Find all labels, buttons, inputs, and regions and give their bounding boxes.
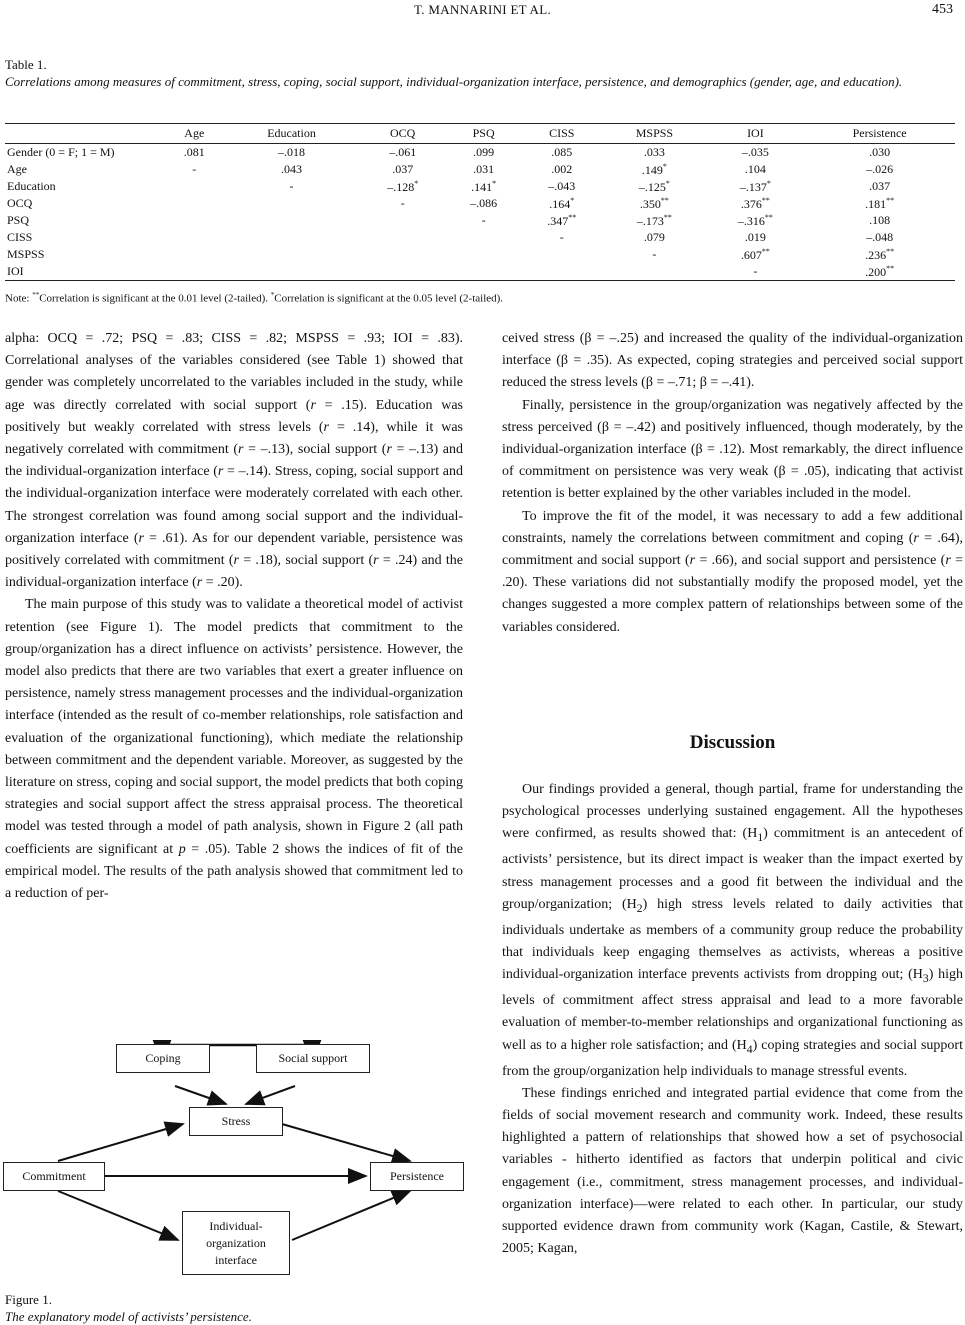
table-cell [602,246,706,263]
table-row [5,246,955,263]
cell-value: .031 [473,162,495,176]
significance-mark: ** [886,263,895,273]
cell-value: .141 [471,179,493,194]
cell-value: .181 [865,196,887,211]
significance-mark: * [414,178,419,188]
table-cell [602,229,706,246]
table-cell [359,161,446,178]
cell-value: - [753,264,758,278]
left-paragraph-1: alpha: OCQ = .72; PSQ = .83; CISS = .82; MSPSS = .93; IOI = .83). Correlational analyses of the variables considered (see Table 1) showed that gender was completely uncorrelated to the variables included in the study, while age was directly correlated with social support (r = .15). Education was positively but weakly correlated with stress levels (r = .14), while it was negatively correlated with commitment (r = –.13), social support (r = –.13) and the individual-organization interface (r = –.14). Stress, coping, social support and the individual-organization interface were moderately correlated with each other. The strongest correlation was found among social support and the individual-organization interface (r = .61). As for our dependent variable, persistence was positively correlated with commitment (r = .18), social support (r = .24) and the individual-organization interface (r = .20). [5,331,464,591]
node-social-support [256,1044,370,1073]
node-commitment [3,1162,105,1191]
node-persistence [370,1162,464,1191]
table-cell [804,246,955,263]
cell-value: .030 [869,145,891,159]
cell-value: .104 [744,162,766,176]
table-cell [521,263,602,281]
table-cell [359,212,446,229]
table-cell [165,229,224,246]
table-cell [446,178,521,195]
correlation-table [5,123,955,281]
cell-value: .607 [740,247,762,262]
cell-value: –.128 [387,179,415,194]
table-cell [165,212,224,229]
table-row-label: Age [7,162,27,176]
table-cell [224,229,360,246]
table-row [5,178,955,195]
table-row [5,263,955,281]
node-stress [189,1107,283,1136]
left-paragraph-2: The main purpose of this study was to validate a theoretical model of activist retention (see Figure 1). The model predicts that commitment to the group/organization has a direct influence on activists’ persistence. However, the model also predicts that there are two variables that exert a greater influence on persistence, namely stress management processes and the individual-organization interface (intended as the result of co-member relationships, role satisfaction and evaluation of the organizational functioning), which mediate the relationship between commitment and the dependent variable. Moreover, as suggested by the literature on stress, coping and social support, the model predicts that both coping strategies and social support affect the stress appraisal process. The theoretical model was tested through a model of path analysis, shown in Figure 2 (all path coefficients are significant at p = .05). Table 2 shows the indices of fit of the empirical model. The results of the path analysis showed that commitment led to a reduction of per- [5,597,464,902]
table-cell [707,229,805,246]
cell-value: - [400,196,405,210]
cell-value: –.316 [737,213,765,228]
table-cell [359,263,446,281]
discussion-paragraph-2: These findings enriched and integrated partial evidence that come from the fields of social movement research and community work. Indeed, these results highlighted a pattern of relationships that showed how a set of psychosocial variables - hitherto identified as factors that underpin political and civic engagement (i.e., commitment, stress management processes, and individual-organization interface)—were related to each other. In particular, our study supported evidence drawn from community work (Kagan, Castile, & Stewart, 2005; Kagan, [502,1085,963,1257]
table-row-label: CISS [7,230,33,244]
table-cell [224,144,360,162]
figure-label: Figure 1. [5,1292,52,1307]
cell-value: –.018 [278,145,306,159]
table-row [5,229,955,246]
significance-mark: ** [761,246,770,256]
table-column-header: PSQ [446,124,521,144]
table-row-label: OCQ [7,196,33,210]
table-body [5,144,955,281]
cell-value: - [559,230,564,244]
right-paragraph-1: ceived stress (β = –.25) and increased the quality of the individual-organization interface (β = .35). As expected, coping strategies and perceived social support reduced the stress levels (β = –.71; β = –.41). [502,331,963,391]
cell-value: –.061 [389,145,417,159]
cell-value: .108 [869,213,891,227]
table-cell [707,212,805,229]
table-cell [521,144,602,162]
table-cell [446,229,521,246]
table-cell [602,178,706,195]
table-label: Table 1. [5,57,47,72]
table-cell [446,144,521,162]
significance-mark: ** [568,212,577,222]
cell-value: –.173 [636,213,664,228]
cell-value: .350 [639,196,661,211]
table-cell [602,161,706,178]
arrow-commitment-ioi [58,1191,178,1240]
cell-value: –.043 [548,179,576,193]
table-header-row [5,124,955,144]
table-cell [224,246,360,263]
arrow-ioi-persistence [292,1191,410,1240]
table-cell [224,161,360,178]
table-cell [446,263,521,281]
table-cell [359,144,446,162]
table-row-label: Education [7,179,56,193]
arrow-stress-persistence [282,1124,410,1161]
cell-value: - [289,179,294,193]
arrow-commitment-stress [58,1124,183,1161]
table-cell [707,195,805,212]
table-cell [224,178,360,195]
table-cell [804,212,955,229]
node-ioi-line-1: Individual- [209,1218,263,1233]
node-coping [116,1044,210,1073]
right-column [502,328,963,639]
cell-value: .037 [869,179,891,193]
table-cell [804,263,955,281]
table-cell [165,178,224,195]
table-cell [446,246,521,263]
arrow-coping-stress [175,1086,226,1104]
table-row-label: PSQ [7,213,30,227]
table-caption: Correlations among measures of commitment, stress, coping, social support, individual-organization interface, persistence, and demographics (gender, age, and education). [5,74,903,89]
table-cell [224,212,360,229]
cell-value: .081 [183,145,205,159]
cell-value: .099 [473,145,495,159]
discussion-heading: Discussion [689,732,776,753]
cell-value: –.035 [741,145,769,159]
table-row [5,144,955,162]
figure-caption: The explanatory model of activists’ persistence. [5,1309,252,1324]
cell-value: .085 [551,145,573,159]
cell-value: .002 [551,162,573,176]
table-cell [602,212,706,229]
running-header-author: T. MANNARINI ET AL. [413,2,551,17]
node-stress-label: Stress [221,1114,251,1128]
page-number: 453 [932,2,953,17]
cell-value: –.125 [638,179,666,194]
table-row-label: Gender (0 = F; 1 = M) [7,145,115,159]
table-cell [521,161,602,178]
arrow-social-support-stress [246,1086,295,1104]
cell-value: .164 [549,196,571,211]
node-ioi-line-3: interface [215,1252,257,1267]
table-cell [165,144,224,162]
significance-mark: ** [886,246,895,256]
table-cell [804,178,955,195]
table-cell [707,178,805,195]
note-sig1-mark: ** [32,291,40,299]
cell-value: –.026 [866,162,894,176]
table-cell [359,178,446,195]
table-cell [521,212,602,229]
node-commitment-label: Commitment [22,1169,86,1183]
table-column-header: OCQ [359,124,446,144]
cell-value: .236 [865,247,887,262]
table-cell [521,229,602,246]
table-row-label: IOI [5,263,165,281]
cell-value: .033 [643,145,665,159]
cell-value: .019 [744,230,766,244]
table-header-blank [5,124,165,144]
node-coping-label: Coping [145,1051,181,1065]
table-cell [359,195,446,212]
table-row [5,161,955,178]
significance-mark: * [492,178,497,188]
table-cell [707,144,805,162]
cell-value: .043 [281,162,303,176]
table-row [5,195,955,212]
significance-mark: * [662,161,667,171]
table-column-header: CISS [521,124,602,144]
cell-value: - [192,162,197,176]
discussion-paragraph-1: Our findings provided a general, though partial, frame for understanding the psychological processes underlying sustained engagement. All the hypotheses were confirmed, as results showed that: $(H_1)$ commitment is an antecedent of activists’ persistence, but its direct impact is weaker than the impact exerted by stress management processes and a good fit between the individual and the group/organization; $(H_2)$ high stress levels related to daily activities that individuals undertake as members of a community group reduce the probability that individuals keep engaging themselves as activists, whereas a positive individual-organization interface prevents activists from dropping out; $(H_3)$ high levels of commitment affect stress appraisal and lead to a more favorable evaluation of member-to-member relationships and organizational functioning as well as to a higher role satisfaction; and $(H_4)$ coping strategies and social support from the group/organization help individuals to manage stressful events. [502,782,963,1079]
table-cell [804,195,955,212]
significance-mark: ** [660,195,669,205]
table-cell [359,246,446,263]
table-cell [602,195,706,212]
cell-value: –.048 [866,230,894,244]
significance-mark: * [766,178,771,188]
table-cell [224,195,360,212]
cell-value: - [652,247,657,261]
table-cell [804,161,955,178]
table-cell [165,195,224,212]
running-header [0,0,965,24]
table-note [5,291,503,305]
note-prefix: Note: [5,292,33,305]
node-persistence-label: Persistence [390,1169,444,1183]
table-cell [446,161,521,178]
figure-1-diagram [0,1040,470,1285]
table-cell [602,144,706,162]
table-column-header: MSPSS [602,124,706,144]
node-ioi-line-2: organization [206,1235,266,1250]
node-individual-organization-interface [182,1211,290,1275]
significance-mark: ** [886,195,895,205]
significance-mark: ** [663,212,672,222]
cell-value: - [481,213,486,227]
table-cell [521,178,602,195]
table-column-header: Education [224,124,360,144]
note-sig2-mark: * [270,291,275,299]
table-cell [446,195,521,212]
significance-mark: * [665,178,670,188]
table-cell [521,195,602,212]
table-column-header: Persistence [804,124,955,144]
table-cell [446,212,521,229]
cell-value: .149 [641,162,663,177]
significance-mark: * [570,195,575,205]
table-cell [359,229,446,246]
correlation-table-wrapper [5,123,955,281]
note-sig1-text: Correlation is significant at the 0.01 level (2-tailed). [39,292,271,305]
right-column-discussion [502,779,963,1260]
table-cell [602,263,706,281]
table-row-label: MSPSS [7,247,45,261]
right-paragraph-3: To improve the fit of the model, it was necessary to add a few additional constraints, namely the correlations between commitment and coping (r = .64), commitment and social support (r = .66), and social support and persistence (r = .20). These variations did not substantially modify the proposed model, yet the changes suggested a more complex pattern of relationships between some of the variables considered. [502,508,963,635]
table-cell [165,263,224,281]
table-cell [707,161,805,178]
node-social-support-label: Social support [278,1051,348,1065]
significance-mark: ** [761,195,770,205]
cell-value: .376 [740,196,762,211]
table-cell [165,246,224,263]
note-sig2-text: Correlation is significant at the 0.05 level (2-tailed). [274,292,504,305]
table-cell [804,229,955,246]
cell-value: .079 [643,230,665,244]
table-cell [804,144,955,162]
table-cell [521,246,602,263]
cell-value: .037 [392,162,414,176]
table-cell [224,263,360,281]
cell-value: –.137 [739,179,767,194]
table-cell [165,161,224,178]
table-row [5,212,955,229]
right-paragraph-2: Finally, persistence in the group/organization was negatively affected by the stress perceived (β = –.42) and positively influenced, though moderately, by the individual-organization interface (β = .12). Most remarkably, the direct influence of commitment on persistence was very weak (β = .05), indicating that activist retention is better explained by the other variables included in the model. [502,397,963,502]
cell-value: .347 [547,213,569,228]
table-cell [707,246,805,263]
cell-value: –.086 [470,196,498,210]
table-cell [707,263,805,281]
table-column-header: IOI [707,124,805,144]
significance-mark: ** [764,212,773,222]
left-column [5,328,463,905]
table-column-header: Age [165,124,224,144]
cell-value: .200 [865,264,887,279]
